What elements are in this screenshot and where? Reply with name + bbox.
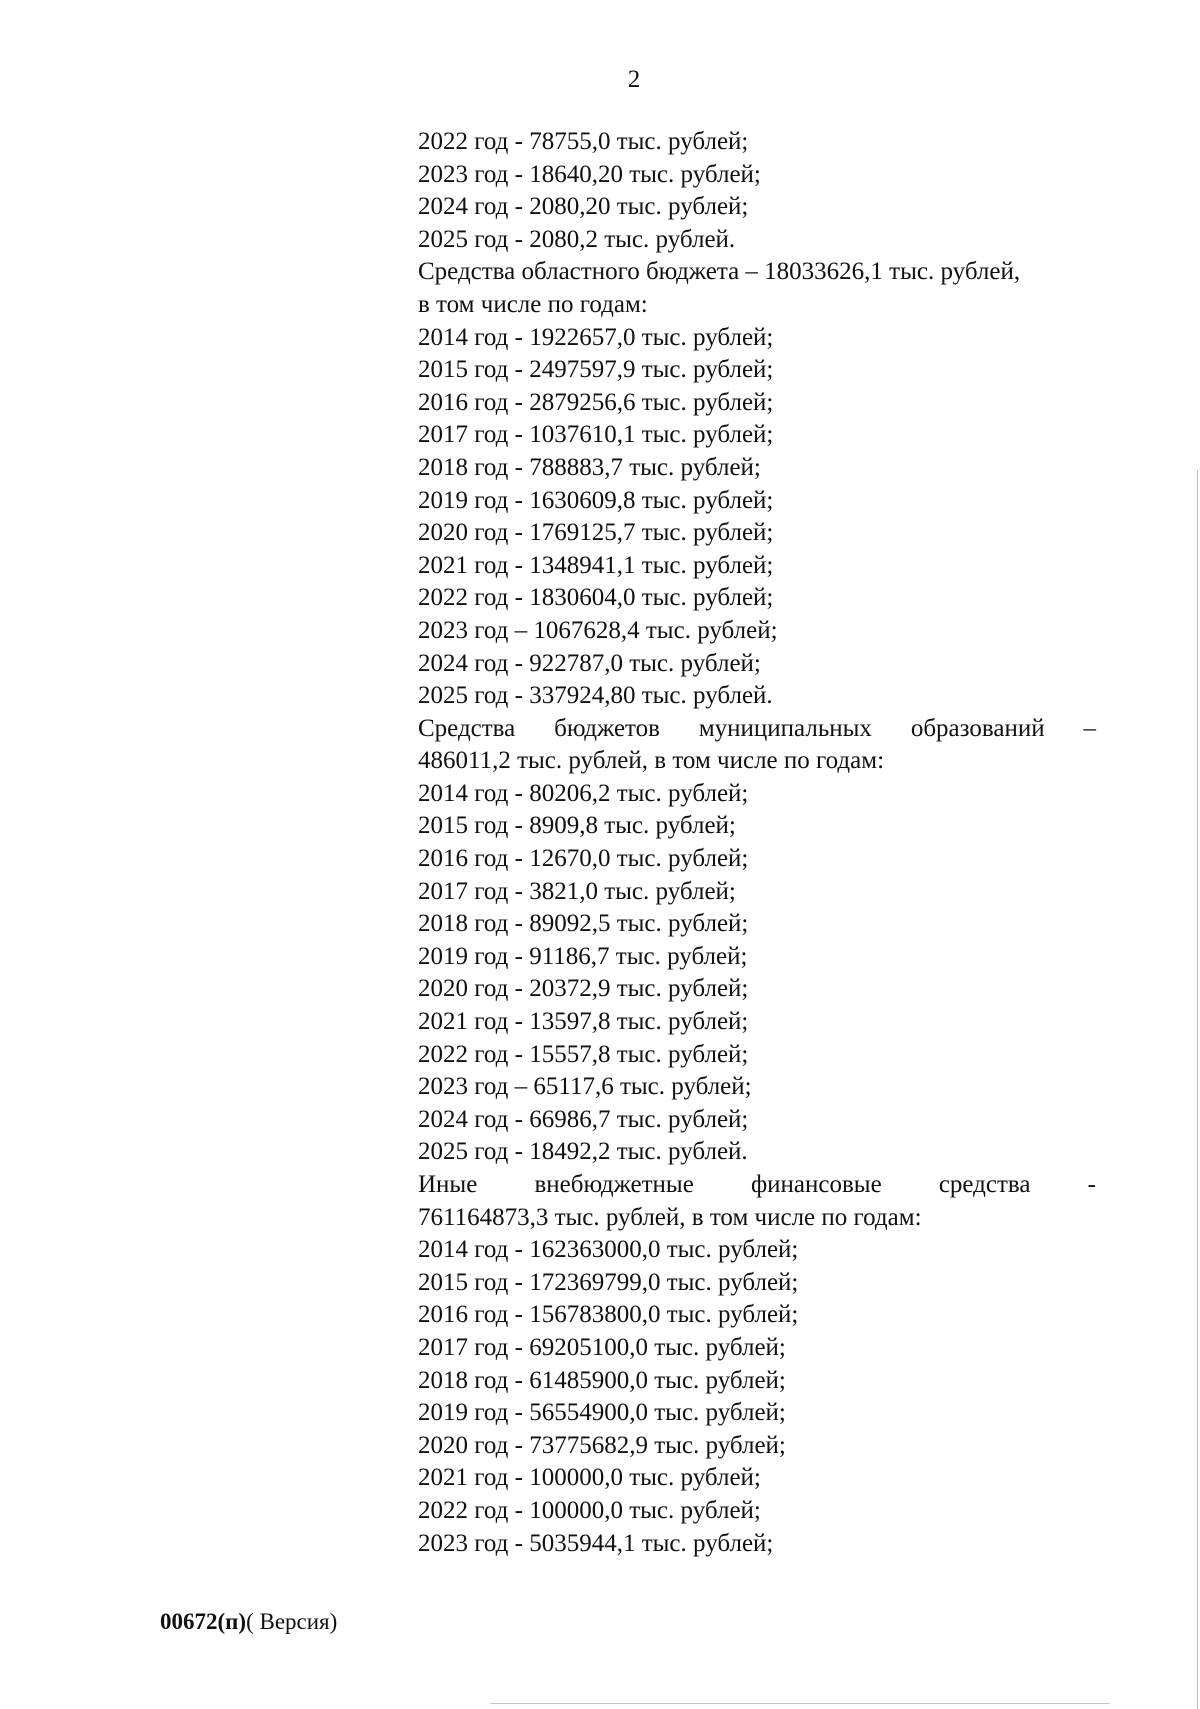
heading-word: – <box>1083 714 1096 742</box>
municipal-year-line: 2021 год - 13597,8 тыс. рублей; <box>418 1008 749 1036</box>
heading-word: финансовые <box>750 1171 882 1198</box>
extrabudgetary-year-line: 2019 год - 56554900,0 тыс. рублей; <box>418 1399 786 1427</box>
text-line: 2023 год - 18640,20 тыс. рублей; <box>418 160 761 188</box>
municipal-year-line: 2023 год – 65117,6 тыс. рублей; <box>418 1073 752 1101</box>
regional-year-line: 2025 год - 337924,80 тыс. рублей. <box>418 682 773 710</box>
municipal-year-line: 2024 год - 66986,7 тыс. рублей; <box>418 1105 749 1133</box>
heading-word: бюджетов <box>554 714 660 742</box>
municipal-year-line: 2020 год - 20372,9 тыс. рублей; <box>418 975 749 1003</box>
document-code: 00672(п) <box>160 1609 247 1634</box>
document-version: ( Версия) <box>246 1609 338 1634</box>
municipal-year-line: 2015 год - 8909,8 тыс. рублей; <box>418 812 736 840</box>
regional-budget-subheading: в том числе по годам: <box>418 290 648 318</box>
municipal-year-line: 2017 год - 3821,0 тыс. рублей; <box>418 877 736 905</box>
municipal-year-line: 2022 год - 15557,8 тыс. рублей; <box>418 1040 749 1068</box>
regional-year-line: 2022 год - 1830604,0 тыс. рублей; <box>418 584 774 612</box>
regional-year-line: 2018 год - 788883,7 тыс. рублей; <box>418 453 761 481</box>
extrabudgetary-heading <box>418 1169 1096 1202</box>
heading-word: - <box>1087 1171 1096 1198</box>
extrabudgetary-subheading: 761164873,3 тыс. рублей, в том числе по годам: <box>418 1203 922 1231</box>
heading-word: образований <box>910 714 1045 742</box>
regional-year-line: 2023 год – 1067628,4 тыс. рублей; <box>418 616 778 644</box>
heading-word: средства <box>938 1171 1031 1198</box>
extrabudgetary-year-line: 2015 год - 172369799,0 тыс. рублей; <box>418 1268 799 1296</box>
extrabudgetary-year-line: 2014 год - 162363000,0 тыс. рублей; <box>418 1236 799 1264</box>
extrabudgetary-year-line: 2022 год - 100000,0 тыс. рублей; <box>418 1496 761 1524</box>
regional-year-line: 2016 год - 2879256,6 тыс. рублей; <box>418 388 774 416</box>
heading-word: муниципальных <box>698 714 872 742</box>
extrabudgetary-year-line: 2018 год - 61485900,0 тыс. рублей; <box>418 1366 786 1394</box>
heading-word: внебюджетные <box>534 1171 694 1198</box>
regional-year-line: 2021 год - 1348941,1 тыс. рублей; <box>418 551 774 579</box>
text-line: 2024 год - 2080,20 тыс. рублей; <box>418 193 749 221</box>
document-footer <box>160 1607 337 1637</box>
page-number: 2 <box>627 66 641 93</box>
municipal-year-line: 2014 год - 80206,2 тыс. рублей; <box>418 779 749 807</box>
extrabudgetary-year-line: 2016 год - 156783800,0 тыс. рублей; <box>418 1301 799 1329</box>
extrabudgetary-year-line: 2020 год - 73775682,9 тыс. рублей; <box>418 1431 786 1459</box>
regional-year-line: 2014 год - 1922657,0 тыс. рублей; <box>418 323 774 351</box>
scan-bottom-line <box>490 1703 1110 1704</box>
heading-word: Иные <box>418 1171 478 1198</box>
regional-year-line: 2020 год - 1769125,7 тыс. рублей; <box>418 519 774 547</box>
text-line: 2022 год - 78755,0 тыс. рублей; <box>418 128 749 155</box>
regional-year-line: 2024 год - 922787,0 тыс. рублей; <box>418 649 761 677</box>
regional-year-line: 2017 год - 1037610,1 тыс. рублей; <box>418 421 774 449</box>
municipal-year-line: 2025 год - 18492,2 тыс. рублей. <box>418 1138 748 1166</box>
extrabudgetary-year-line: 2021 год - 100000,0 тыс. рублей; <box>418 1464 761 1492</box>
municipal-budget-subheading: 486011,2 тыс. рублей, в том числе по годам: <box>418 747 885 775</box>
extrabudgetary-year-line: 2023 год - 5035944,1 тыс. рублей; <box>418 1529 774 1557</box>
regional-budget-heading: Средства областного бюджета – 18033626,1 тыс. рублей, <box>418 258 1021 286</box>
regional-year-line: 2015 год - 2497597,9 тыс. рублей; <box>418 356 774 384</box>
extrabudgetary-year-line: 2017 год - 69205100,0 тыс. рублей; <box>418 1333 786 1361</box>
scan-edge-line <box>1197 470 1198 1709</box>
municipal-budget-heading <box>418 713 1096 746</box>
municipal-year-line: 2016 год - 12670,0 тыс. рублей; <box>418 845 749 873</box>
text-line: 2025 год - 2080,2 тыс. рублей. <box>418 225 736 253</box>
regional-year-line: 2019 год - 1630609,8 тыс. рублей; <box>418 486 774 514</box>
municipal-year-line: 2019 год - 91186,7 тыс. рублей; <box>418 942 748 970</box>
heading-word: Средства <box>418 714 516 742</box>
document-body <box>418 126 1096 1560</box>
municipal-year-line: 2018 год - 89092,5 тыс. рублей; <box>418 910 749 938</box>
